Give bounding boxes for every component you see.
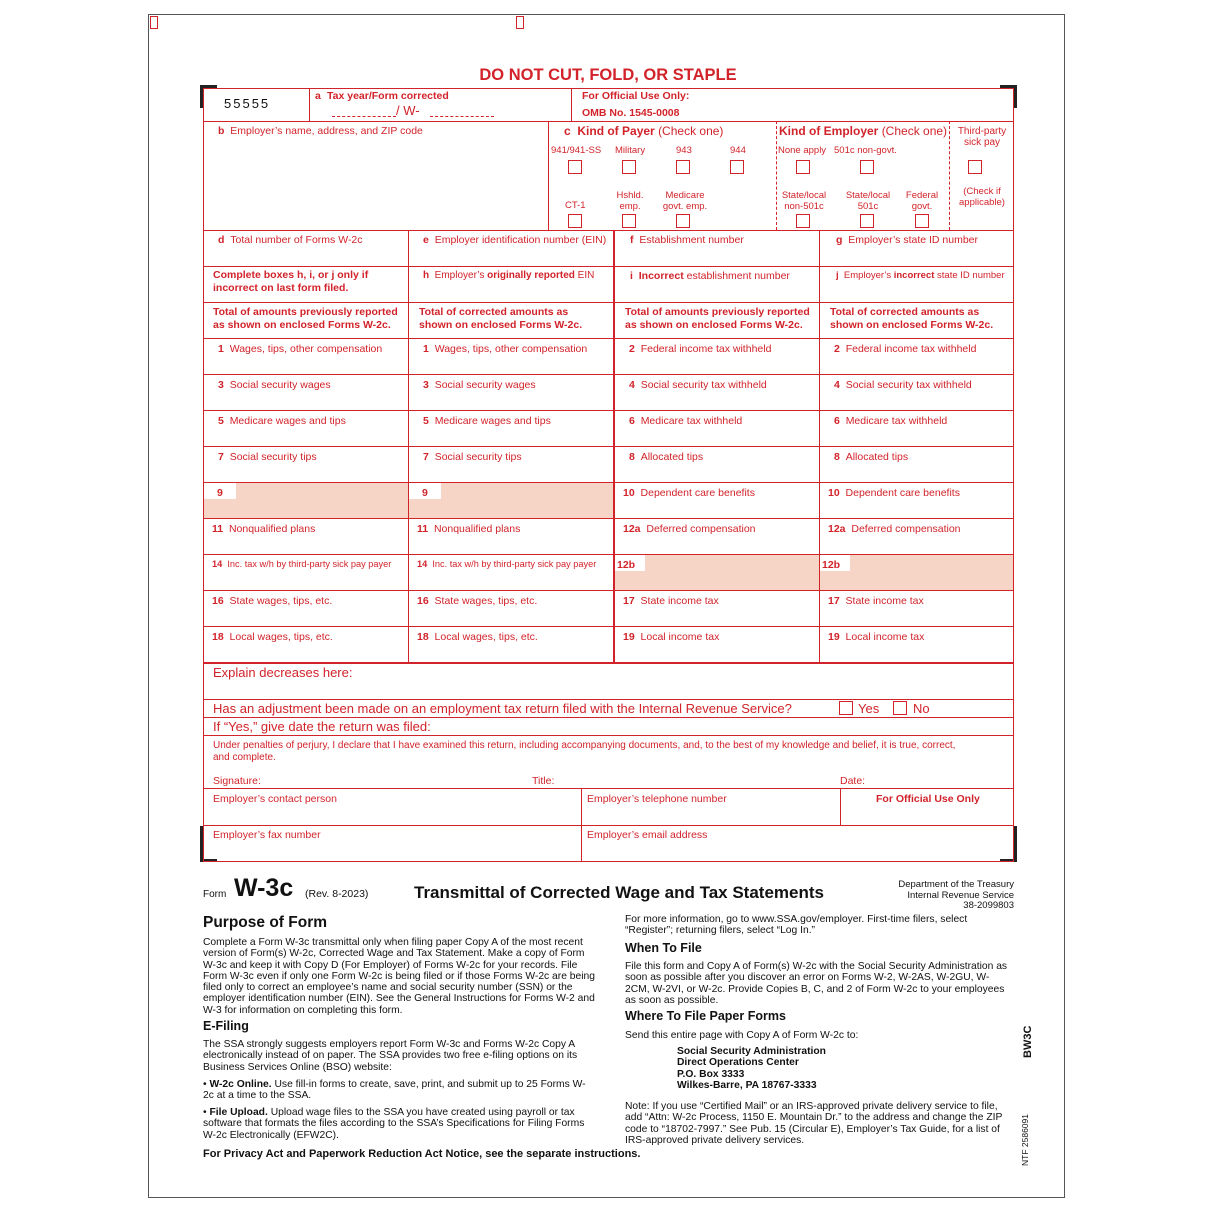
form-name: W-3c	[234, 874, 294, 902]
box-2-label: 2 Federal income tax withheld	[629, 343, 772, 355]
box-9-label: 9	[422, 487, 428, 499]
telephone-label: Employer’s telephone number	[587, 793, 727, 805]
explain-decreases-label: Explain decreases here:	[213, 665, 353, 680]
box-12b-label: 12b	[822, 559, 841, 571]
box-1-label: 1 Wages, tips, other compensation	[218, 343, 383, 355]
box-14-label: 14 Inc. tax w/h by third-party sick pay payer	[417, 559, 597, 569]
checkbox-hshld[interactable]	[622, 214, 636, 228]
box-11-label: 11 Nonqualified plans	[417, 523, 521, 535]
box-16-label: 16 State wages, tips, etc.	[417, 595, 538, 607]
box-6-label: 6 Medicare tax withheld	[629, 415, 743, 427]
employer-option-state-501c: State/local 501c	[845, 190, 891, 212]
box-5-label: 5 Medicare wages and tips	[218, 415, 346, 427]
where-heading: Where To File Paper Forms	[625, 1009, 786, 1023]
box-g-label: g Employer’s state ID number	[836, 234, 979, 246]
box-b-label: b Employer’s name, address, and ZIP code	[218, 125, 423, 137]
adjustment-no-label: No	[913, 701, 930, 716]
tax-year-label: Tax year/Form corrected	[327, 90, 449, 102]
checkbox-944[interactable]	[730, 160, 744, 174]
box-12a-label: 12a Deferred compensation	[828, 523, 961, 535]
signature-label: Signature:	[213, 775, 261, 787]
employer-option-federal: Federal govt.	[905, 190, 939, 212]
form-code: 55555	[224, 96, 271, 111]
box-9-label: 9	[217, 487, 223, 499]
shaded-box	[615, 555, 819, 590]
payer-option-military: Military	[615, 145, 646, 156]
payer-option-944: 944	[730, 145, 746, 156]
if-yes-date-label: If “Yes,” give date the return was filed:	[213, 719, 431, 734]
form-revision: (Rev. 8-2023)	[305, 888, 369, 900]
omb-number: OMB No. 1545-0008	[582, 107, 680, 119]
checkbox-medicare-govt[interactable]	[676, 214, 690, 228]
when-heading: When To File	[625, 941, 702, 955]
box-18-label: 18 Local wages, tips, etc.	[212, 631, 333, 643]
registration-mark-left	[150, 16, 158, 29]
payer-option-medicare: Medicare govt. emp.	[662, 190, 708, 212]
col-header-1: Total of amounts previously reported as shown on enclosed Forms W-2c.	[213, 306, 398, 331]
adjustment-yes-label: Yes	[858, 701, 880, 716]
checkbox-state-non501c[interactable]	[796, 214, 810, 228]
purpose-text: Complete a Form W-3c transmittal only when filing paper Copy A of the most recent version of Form(s) W-2c, Corrected Wage and Tax Statement. Make a copy of Form W-3c and keep it with Copy D (For Employer) of Forms W-2c for your records. File Form W-3c even if only one Form W-2c is being filed or if those Forms W-2c are being filed only to correct an employee’s name and social security number (SSN) or the employer identification number (EIN). See the General Instructions for Forms W-2 and W-3 for information on completing this form.	[203, 937, 595, 1016]
box-3-label: 3 Social security wages	[423, 379, 536, 391]
department-block: Department of the Treasury Internal Revenue Service 38-2099803	[898, 879, 1014, 911]
checkbox-third-party[interactable]	[968, 160, 982, 174]
checkbox-military[interactable]	[622, 160, 636, 174]
box-h-label: h Employer’s originally reported EIN	[423, 270, 595, 281]
box-4-label: 4 Social security tax withheld	[834, 379, 972, 391]
box-11-label: 11 Nonqualified plans	[212, 523, 316, 535]
privacy-notice: For Privacy Act and Paperwork Reduction Act Notice, see the separate instructions.	[203, 1148, 641, 1160]
box-10-label: 10 Dependent care benefits	[623, 487, 755, 499]
employer-option-501c-nongovt: 501c non-govt.	[834, 145, 897, 156]
email-label: Employer’s email address	[587, 829, 708, 841]
box-d-label: d Total number of Forms W-2c	[218, 234, 363, 246]
checkbox-941[interactable]	[568, 160, 582, 174]
checkbox-ct1[interactable]	[568, 214, 582, 228]
bullet-w2c-online: • W-2c Online. Use fill-in forms to create, save, print, and submit up to 25 Forms W-2c at a time to the SSA.	[203, 1079, 586, 1102]
bullet-file-upload: • File Upload. Upload wage files to the SSA you have created using payroll or tax software that formats the files according to the SSA’s Specifications for Filing Forms W-2c Electronically (EFW2C).	[203, 1107, 585, 1141]
box-7-label: 7 Social security tips	[218, 451, 317, 463]
official-use-label: For Official Use Only:	[582, 90, 690, 102]
payer-option-941: 941/941-SS	[551, 145, 602, 156]
box-17-label: 17 State income tax	[828, 595, 924, 607]
box-j-label: j Employer’s incorrect state ID number	[836, 270, 1005, 281]
checkbox-state-501c[interactable]	[860, 214, 874, 228]
col-header-4: Total of corrected amounts as shown on enclosed Forms W-2c.	[830, 306, 994, 331]
box-12b-label: 12b	[617, 559, 636, 571]
kind-of-employer-title: Kind of Employer (Check one)	[779, 124, 948, 138]
date-label: Date:	[840, 775, 866, 787]
third-party-label: Third-party sick pay	[957, 126, 1007, 148]
checkbox-501c-nongovt[interactable]	[860, 160, 874, 174]
official-use-only-label: For Official Use Only	[876, 793, 980, 805]
third-party-note: (Check if applicable)	[959, 186, 1005, 208]
where-text: Send this entire page with Copy A of Form W-2c to:	[625, 1030, 859, 1041]
box-19-label: 19 Local income tax	[828, 631, 925, 643]
box-4-label: 4 Social security tax withheld	[629, 379, 767, 391]
box-i-label: i Incorrect establishment number	[630, 270, 790, 282]
form-title: Transmittal of Corrected Wage and Tax Statements	[414, 883, 824, 902]
registration-mark-center	[516, 16, 524, 29]
checkbox-adjustment-no[interactable]	[893, 701, 907, 715]
side-code: BW3C	[1022, 1025, 1034, 1058]
title-label: Title:	[532, 775, 555, 787]
adjustment-question: Has an adjustment been made on an employment tax return filed with the Internal Revenue Service?	[213, 701, 792, 716]
employer-option-state-non501c: State/local non-501c	[781, 190, 827, 212]
box-2-label: 2 Federal income tax withheld	[834, 343, 977, 355]
fax-label: Employer’s fax number	[213, 829, 321, 841]
payer-option-hshld: Hshld. emp.	[616, 190, 644, 212]
box-12a-label: 12a Deferred compensation	[623, 523, 756, 535]
payer-option-943: 943	[676, 145, 692, 156]
box-5-label: 5 Medicare wages and tips	[423, 415, 551, 427]
box-7-label: 7 Social security tips	[423, 451, 522, 463]
do-not-cut-warning: DO NOT CUT, FOLD, OR STAPLE	[479, 66, 737, 84]
tax-year-field[interactable]: / W-	[396, 103, 420, 118]
ssa-address: Social Security Administration Direct Operations Center P.O. Box 3333 Wilkes-Barre, PA 18767-3333	[677, 1046, 826, 1091]
box-19-label: 19 Local income tax	[623, 631, 720, 643]
form-word: Form	[203, 889, 227, 900]
checkbox-none-apply[interactable]	[796, 160, 810, 174]
box-14-label: 14 Inc. tax w/h by third-party sick pay payer	[212, 559, 392, 569]
payer-option-ct1: CT-1	[565, 200, 586, 211]
perjury-statement: Under penalties of perjury, I declare that I have examined this return, including accompanying documents, and, to the best of my knowledge and belief, it is true, correct, and complete.	[213, 740, 956, 763]
checkbox-adjustment-yes[interactable]	[839, 701, 853, 715]
efiling-heading: E-Filing	[203, 1019, 249, 1033]
box-3-label: 3 Social security wages	[218, 379, 331, 391]
efiling-text: The SSA strongly suggests employers report Form W-3c and Forms W-2c Copy A electronically instead of on paper. The SSA provides two free e-filing options on its Business Services Online (BSO) website:	[203, 1039, 578, 1073]
box-10-label: 10 Dependent care benefits	[828, 487, 960, 499]
box-e-label: e Employer identification number (EIN)	[423, 234, 607, 246]
col-header-2: Total of corrected amounts as shown on enclosed Forms W-2c.	[419, 306, 583, 331]
box-a-letter: a	[315, 90, 321, 102]
box-f-label: f Establishment number	[630, 234, 744, 246]
box-8-label: 8 Allocated tips	[834, 451, 909, 463]
box-6-label: 6 Medicare tax withheld	[834, 415, 948, 427]
checkbox-943[interactable]	[676, 160, 690, 174]
when-text: File this form and Copy A of Form(s) W-2c with the Social Security Administration as soon as possible after you discover an error on Forms W-2, W-2AS, W-2GU, W-2CM, W-2VI, or W-2c. Provide Copies B, C, and 2 of Form W-2c to your employees as soon as possible.	[625, 961, 1008, 1006]
complete-boxes-note: Complete boxes h, i, or j only if incorrect on last form filed.	[213, 269, 369, 294]
box-16-label: 16 State wages, tips, etc.	[212, 595, 333, 607]
box-18-label: 18 Local wages, tips, etc.	[417, 631, 538, 643]
purpose-heading: Purpose of Form	[203, 914, 328, 931]
box-17-label: 17 State income tax	[623, 595, 719, 607]
box-1-label: 1 Wages, tips, other compensation	[423, 343, 588, 355]
checkbox-federal-govt[interactable]	[915, 214, 929, 228]
more-info-text: For more information, go to www.SSA.gov/employer. First-time filers, select “Register”; returning filers, select “Log In.”	[625, 914, 968, 937]
crop-mark-br	[1000, 826, 1017, 862]
box-8-label: 8 Allocated tips	[629, 451, 704, 463]
side-ntf: NTF 2586091	[1020, 1114, 1030, 1166]
delivery-note: Note: If you use “Certified Mail” or an IRS-approved private delivery service to file, add “Attn: W-2c Process, 1150 E. Mountain Dr.” to the address and change the ZIP code to “18702-7997.” See Pub. 15 (Circular E), Employer’s Tax Guide, for a list of IRS-approved private delivery services.	[625, 1101, 1003, 1146]
col-header-3: Total of amounts previously reported as shown on enclosed Forms W-2c.	[625, 306, 810, 331]
kind-of-payer-title: c Kind of Payer (Check one)	[564, 124, 724, 138]
contact-person-label: Employer’s contact person	[213, 793, 337, 805]
employer-option-none: None apply	[778, 145, 827, 156]
